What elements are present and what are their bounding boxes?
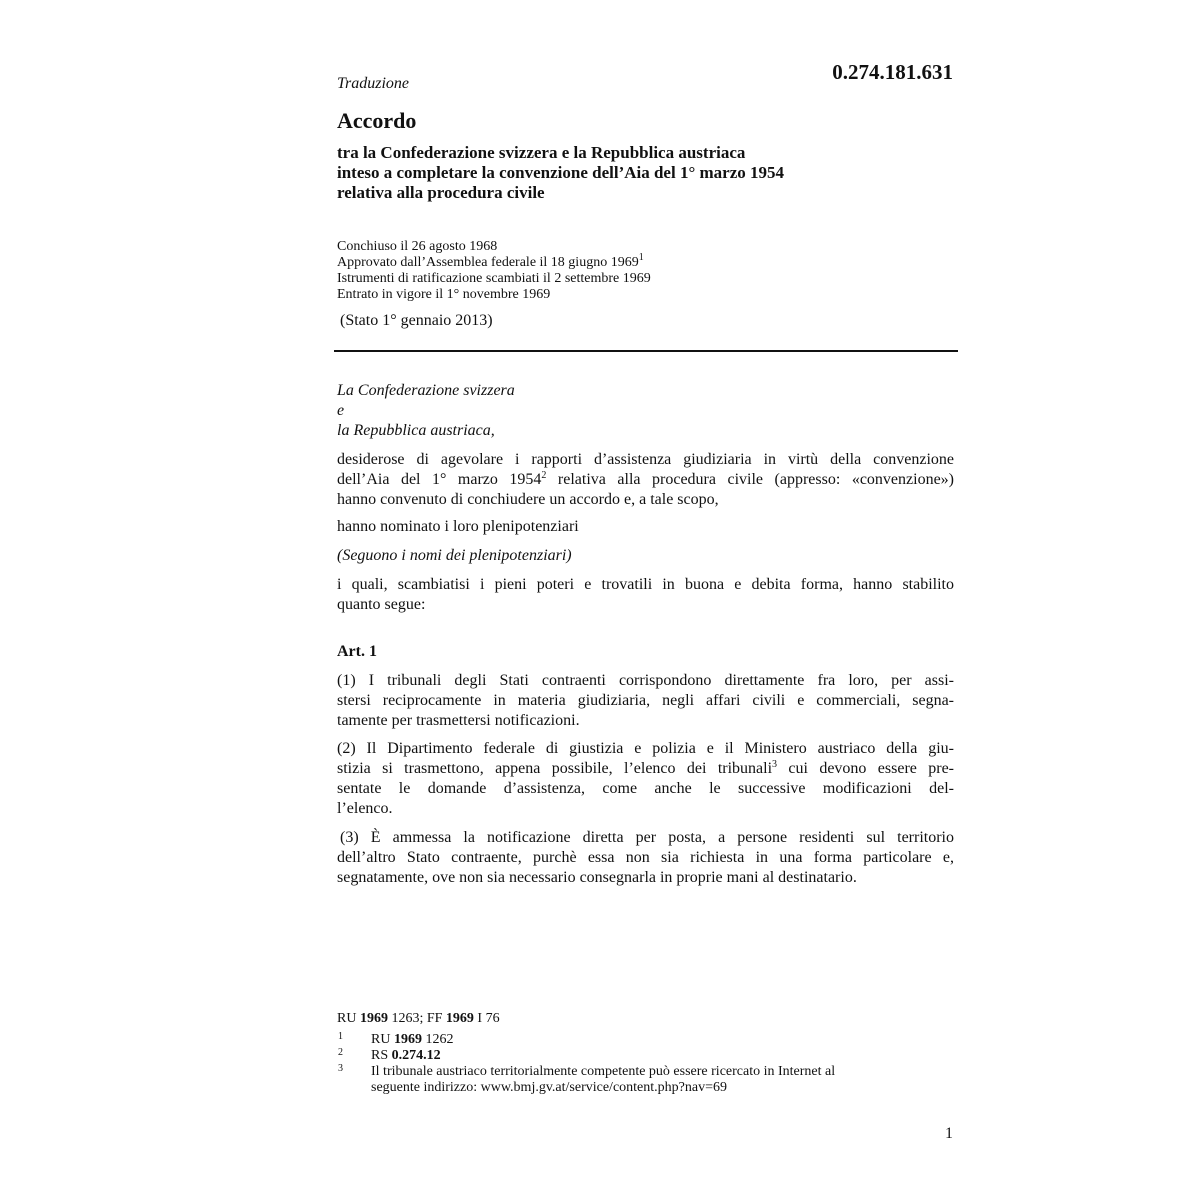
approved-date <box>337 252 651 271</box>
subtitle-line: tra la Confederazione svizzera e la Repubblica austriaca <box>337 143 746 162</box>
text-line: sentate le domande d’assistenza, come anche le successive modificazioni del- <box>337 780 954 797</box>
subtitle-line: relativa alla procedura civile <box>337 183 545 202</box>
translation-label: Traduzione <box>337 75 410 92</box>
article-paragraph-3 <box>337 828 954 888</box>
footnote-bold: 1969 <box>393 1032 422 1047</box>
plenipotentiaries-note: (Seguono i nomi dei plenipotenziari) <box>337 547 572 564</box>
document-title: Accordo <box>337 108 417 133</box>
status-date: (Stato 1° gennaio 2013) <box>340 312 493 329</box>
footnote-fragment: RU <box>371 1032 394 1047</box>
header-divider <box>334 350 958 352</box>
footnote-ref: 3 <box>772 759 778 770</box>
parties-block <box>337 381 515 441</box>
text-line: desiderose di agevolare i rapporti d’assistenza giudiziaria in virtù della convenzione <box>337 451 954 468</box>
text-fragment: relativa alla procedura civile (appresso: «convenzione») <box>546 471 954 488</box>
footnote-text <box>371 1032 453 1047</box>
footnote-text: Il tribunale austriaco territorialmente competente può essere ricercato in Internet al <box>371 1064 836 1079</box>
party-conjunction: e <box>337 402 345 419</box>
footnote-text <box>371 1048 441 1063</box>
in-force-date: Entrato in vigore il 1° novembre 1969 <box>337 287 551 302</box>
footnote-fragment: 1262 <box>421 1032 454 1047</box>
footnote-ref: 1 <box>638 252 644 263</box>
text-line: (3) È ammessa la notificazione diretta per posta, a persone residenti sul territorio <box>340 829 954 846</box>
footnote-bold: 0.274.12 <box>391 1048 441 1063</box>
text-fragment: dell’Aia del 1° marzo 1954 <box>337 471 542 488</box>
footnotes-block <box>337 1032 835 1096</box>
footnote-number: 2 <box>338 1047 343 1058</box>
document-subtitle <box>337 143 897 203</box>
footnote-3 <box>337 1064 835 1096</box>
ratification-date: Istrumenti di ratificazione scambiati il 2 settembre 1969 <box>337 271 651 286</box>
text-line: dell’altro Stato contraente, purchè essa non sia richiesta in una forma particolare e, <box>337 849 954 866</box>
text-line: segnatamente, ove non sia necessario consegnarla in proprie mani al destinatario. <box>337 869 857 886</box>
source-year: 1969 <box>359 1011 388 1026</box>
text-fragment: stizia si trasmettono, appena possibile, l’elenco dei tribunali <box>337 760 773 777</box>
source-reference <box>337 1011 500 1027</box>
footnote-1 <box>337 1032 835 1048</box>
text-fragment: cui devono essere pre- <box>777 760 954 777</box>
footnote-number: 1 <box>338 1031 343 1042</box>
party-austria: la Repubblica austriaca, <box>337 422 495 439</box>
text-line: (2) Il Dipartimento federale di giustizia e polizia e il Ministero austriaco della giu- <box>337 740 954 757</box>
source-text: I 76 <box>473 1011 500 1026</box>
source-year: 1969 <box>445 1011 474 1026</box>
footnote-fragment: RS <box>371 1048 392 1063</box>
approved-text: Approvato dall’Assemblea federale il 18 giugno 1969 <box>337 255 639 270</box>
party-switzerland: La Confederazione svizzera <box>337 382 515 399</box>
footnote-text: seguente indirizzo: www.bmj.gv.at/service/content.php?nav=69 <box>371 1080 727 1095</box>
text-line: quanto segue: <box>337 596 426 613</box>
text-line: stersi reciprocamente in materia giudiziaria, negli affari civili e commerciali, segna- <box>337 692 954 709</box>
text-line <box>337 759 954 779</box>
text-line: (1) I tribunali degli Stati contraenti corrispondono direttamente fra loro, per assi- <box>337 672 954 689</box>
text-line: tamente per trasmettersi notificazioni. <box>337 712 580 729</box>
text-line: hanno convenuto di conchiudere un accordo e, a tale scopo, <box>337 491 719 508</box>
text-line <box>337 470 954 490</box>
source-text: 1263; FF <box>387 1011 446 1026</box>
nominated-text: hanno nominato i loro plenipotenziari <box>337 518 579 535</box>
agreement-paragraph <box>337 575 954 615</box>
sr-number: 0.274.181.631 <box>832 60 953 84</box>
dates-block <box>337 239 651 303</box>
footnote-2 <box>337 1048 835 1064</box>
article-paragraph-2 <box>337 739 954 819</box>
source-text: RU <box>337 1011 360 1026</box>
article-paragraph-1 <box>337 671 954 731</box>
text-line: l’elenco. <box>337 800 393 817</box>
page-number: 1 <box>945 1125 953 1142</box>
subtitle-line: inteso a completare la convenzione dell’Aia del 1° marzo 1954 <box>337 163 784 182</box>
footnote-number: 3 <box>338 1063 343 1074</box>
footnote-ref: 2 <box>541 470 547 481</box>
preamble-paragraph <box>337 450 954 510</box>
concluded-date: Conchiuso il 26 agosto 1968 <box>337 239 498 254</box>
text-line: i quali, scambiatisi i pieni poteri e trovatili in buona e debita forma, hanno stabilito <box>337 576 954 593</box>
article-heading: Art. 1 <box>337 643 377 660</box>
